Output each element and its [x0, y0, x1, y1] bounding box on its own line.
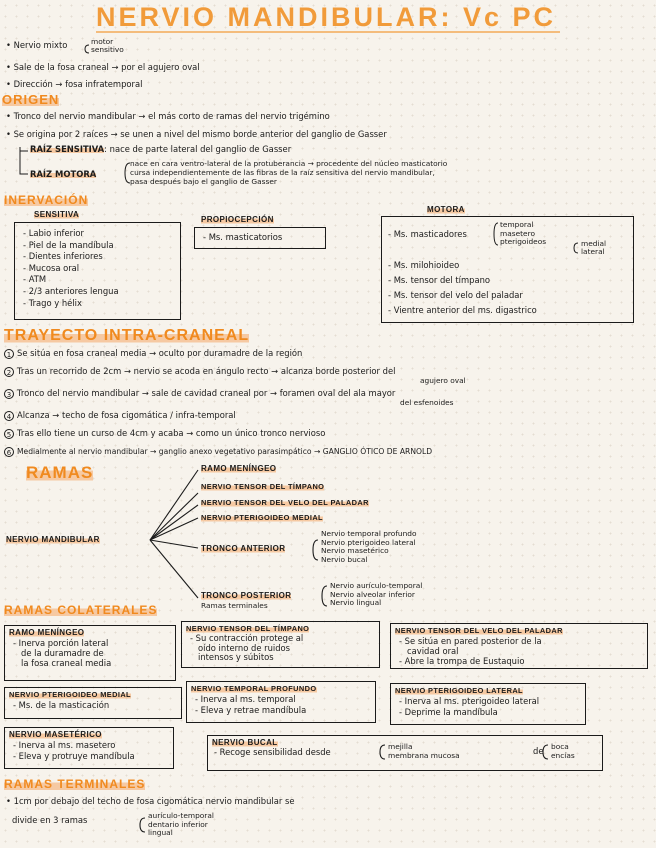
branch-velo: NERVIO TENSOR DEL VELO DEL PALADAR	[201, 498, 369, 507]
branch-meningeo: RAMO MENÍNGEO	[201, 464, 277, 473]
inervacion-heading: INERVACIÓN	[4, 193, 89, 207]
branch-timpano: NERVIO TENSOR DEL TÍMPANO	[201, 482, 325, 491]
terminales-line1: • 1cm por debajo del techo de fosa cigomática nervio mandibular se	[6, 796, 295, 806]
anterior-items: Nervio temporal profundo Nervio pterigoideo lateral Nervio masetérico Nervio bucal	[321, 529, 417, 564]
trayecto-step-2: 2 Tras un recorrido de 2cm → nervio se acoda en ángulo recto → alcanza borde posterior del	[4, 366, 395, 377]
box-bucal: NERVIO BUCAL - Recoge sensibilidad desde	[207, 735, 603, 771]
colaterales-heading: RAMAS COLATERALES	[4, 603, 158, 617]
motora-items: - Ms. milohioideo - Ms. tensor del tímpano - Ms. tensor del velo del paladar - Vientre anterior del ms. digastrico	[388, 260, 537, 315]
intro-sale: • Sale de la fosa craneal → por el agujero oval	[6, 62, 200, 72]
trayecto-step-6: 6 Medialmente al nervio mandibular → ganglio anexo vegetativo parasimpático → GANGLIO ÓTICO DE ARNOLD	[4, 446, 432, 457]
raiz-motora-lines: nace en cara ventro-lateral de la protuberancia → procedente del núcleo masticatorio cursa independientemente de las fibras de la raíz sensitiva del nervio mandibular, pasa después bajo el ganglio de Gasser	[130, 159, 448, 186]
trayecto-step-5: 5 Tras ello tiene un curso de 4cm y acaba → como un único tronco nervioso	[4, 428, 325, 439]
propio-box: - Ms. masticatorios	[194, 227, 326, 249]
ramas-root: NERVIO MANDIBULAR	[6, 535, 100, 544]
terminales-heading: RAMAS TERMINALES	[4, 777, 146, 791]
trayecto-step-4: 4 Alcanza → techo de fosa cigomática / infra-temporal	[4, 410, 236, 421]
branch-pterigoideo-medial: NERVIO PTERIGOIDEO MEDIAL	[201, 513, 323, 522]
bucal-extra2: boca encías	[551, 742, 575, 760]
trayecto-step-2-cont: agujero oval	[420, 376, 466, 385]
terminales-line2: divide en 3 ramas	[12, 815, 88, 825]
posterior-sub: Ramas terminales	[201, 601, 268, 610]
page-title: NERVIO MANDIBULAR: Vc PC	[96, 2, 557, 32]
trayecto-step-3-cont: del esfenoides	[400, 398, 454, 407]
propio-title: PROPIOCEPCIÓN	[201, 215, 274, 224]
pterig-sub: medial lateral	[581, 239, 607, 256]
intro-mixto: • Nervio mixto	[6, 40, 68, 50]
tronco-anterior: TRONCO ANTERIOR	[201, 544, 286, 553]
box-tensor-velo: NERVIO TENSOR DEL VELO DEL PALADAR - Se sitúa en pared posterior de la cavidad oral - Abre la trompa de Eustaquio	[390, 623, 648, 669]
box-temporal-profundo: NERVIO TEMPORAL PROFUNDO - Inerva al ms. temporal - Eleva y retrae mandíbula	[186, 681, 376, 723]
tronco-posterior: TRONCO POSTERIOR	[201, 591, 292, 600]
box-ramo-meningeo: RAMO MENÍNGEO - Inerva porción lateral de la duramadre de la fosa craneal media	[4, 625, 176, 681]
terminales-items: aurículo-temporal dentario inferior lingual	[148, 811, 214, 837]
bucal-extra1: mejilla membrana mucosa	[388, 742, 460, 760]
motora-mast-sub: temporal masetero pterigoideos	[500, 220, 547, 246]
raiz-motora: RAÍZ MOTORA	[30, 169, 97, 179]
origen-heading: ORIGEN	[2, 92, 60, 107]
sensitiva-title: SENSITIVA	[34, 210, 80, 219]
trayecto-heading: TRAYECTO INTRA-CRANEAL	[4, 327, 250, 344]
origen-line2: • Se origina por 2 raíces → se unen a nivel del mismo borde anterior del ganglio de Gasser	[6, 129, 387, 139]
mixto-types: motor sensitivo	[91, 37, 124, 54]
box-tensor-timpano: NERVIO TENSOR DEL TÍMPANO - Su contracción protege al oído interno de ruidos intensos y súbitos	[181, 621, 380, 668]
intro-direccion: • Dirección → fosa infratemporal	[6, 79, 143, 89]
ramas-heading: RAMAS	[26, 463, 94, 482]
box-maseterico: NERVIO MASETÉRICO - Inerva al ms. masetero - Eleva y protruye mandíbula	[4, 727, 174, 769]
raiz-sensitiva: RAÍZ SENSITIVA: nace de parte lateral del ganglio de Gasser	[30, 144, 292, 154]
motora-title: MOTORA	[427, 205, 465, 214]
sensitiva-box: - Labio inferior - Piel de la mandíbula - Dientes inferiores - Mucosa oral - ATM - 2/3 anteriores lengua - Trago y hélix	[14, 222, 181, 320]
trayecto-step-3: 3 Tronco del nervio mandibular → sale de cavidad craneal por → foramen oval del ala mayor	[4, 388, 395, 399]
bucal-de: de	[533, 746, 544, 756]
box-pterigoideo-lateral: NERVIO PTERIGOIDEO LATERAL - Inerva al ms. pterigoideo lateral - Deprime la mandíbula	[390, 683, 586, 725]
box-pterigoideo-medial: NERVIO PTERIGOIDEO MEDIAL - Ms. de la masticación	[4, 687, 182, 719]
trayecto-step-1: 1 Se sitúa en fosa craneal media → oculto por duramadre de la región	[4, 348, 302, 359]
motora-mast: - Ms. masticadores	[388, 229, 467, 239]
posterior-items: Nervio aurículo-temporal Nervio alveolar inferior Nervio lingual	[330, 581, 423, 608]
origen-line1: • Tronco del nervio mandibular → el más corto de ramas del nervio trigémino	[6, 111, 330, 121]
